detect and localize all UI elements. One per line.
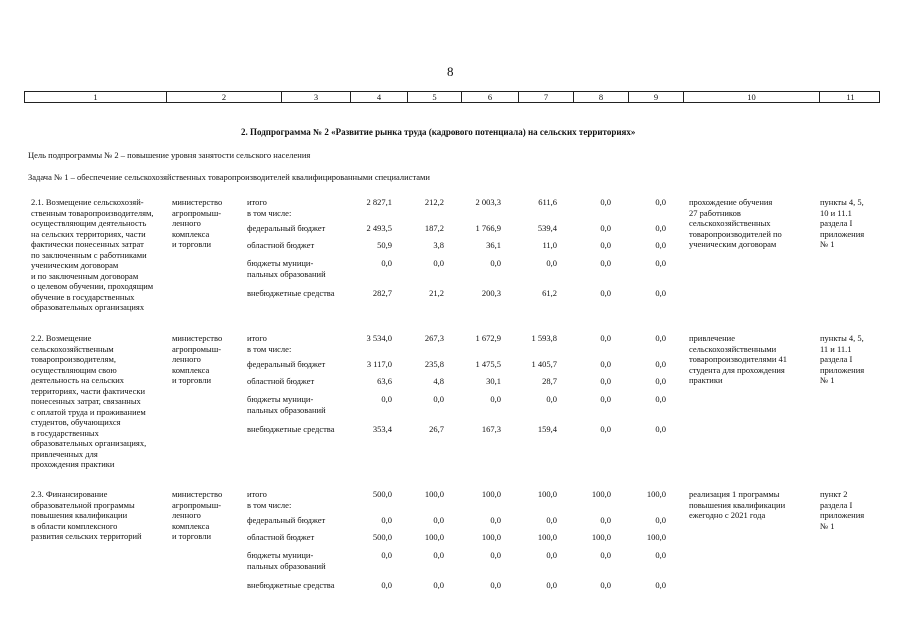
funding-value: 21,2 — [429, 288, 444, 298]
funding-value: 1 475,5 — [475, 359, 501, 369]
funding-value: 0,0 — [600, 288, 611, 298]
funding-value: 28,7 — [542, 376, 557, 386]
funding-label: федеральный бюджет — [247, 515, 326, 525]
funding-value: 100,0 — [481, 532, 501, 542]
row-executor: министерство агропромыш- ленного комплекса и торговли — [172, 489, 223, 541]
row-result: прохождение обучения 27 работников сельскохозяйственных товаропроизводителей по ученическим договорам — [689, 197, 782, 249]
funding-label: итого в том числе: — [247, 197, 292, 218]
funding-value: 0,0 — [546, 515, 557, 525]
funding-value: 0,0 — [600, 550, 611, 560]
funding-value: 100,0 — [424, 532, 444, 542]
funding-label: итого в том числе: — [247, 333, 292, 354]
funding-value: 0,0 — [655, 424, 666, 434]
funding-value: 0,0 — [600, 424, 611, 434]
funding-value: 0,0 — [655, 258, 666, 268]
row-result: привлечение сельскохозяйственными товаропроизводителями 41 студента для прохождения практики — [689, 333, 788, 385]
row-reference: пункты 4, 5, 11 и 11.1 раздела I приложения № 1 — [820, 333, 865, 385]
funding-value: 1 593,8 — [531, 333, 557, 343]
funding-label: внебюджетные средства — [247, 424, 335, 434]
header-col-6: 6 — [462, 92, 519, 102]
funding-value: 187,2 — [424, 223, 444, 233]
funding-value: 0,0 — [381, 515, 392, 525]
funding-value: 100,0 — [646, 532, 666, 542]
funding-label: областной бюджет — [247, 532, 315, 542]
funding-value: 235,8 — [424, 359, 444, 369]
funding-value: 0,0 — [381, 550, 392, 560]
funding-value: 0,0 — [655, 580, 666, 590]
funding-value: 267,3 — [424, 333, 444, 343]
funding-value: 11,0 — [542, 240, 557, 250]
row-name: 2.2. Возмещение сельскохозяйственным товаропроизводителям, осуществляющим свою деятельность на сельских территориях, части фактически понесенных затрат, связанных с оплатой труда и проживанием студентов, обучающихся в государственных образовательных организациях, привлеченных для прохождения практики — [31, 333, 147, 469]
funding-value: 0,0 — [381, 258, 392, 268]
funding-value: 167,3 — [481, 424, 501, 434]
funding-value: 100,0 — [591, 489, 611, 499]
header-col-1: 1 — [25, 92, 167, 102]
funding-value: 353,4 — [372, 424, 392, 434]
row-reference: пункты 4, 5, 10 и 11.1 раздела I приложения № 1 — [820, 197, 865, 249]
funding-value: 30,1 — [486, 376, 501, 386]
funding-value: 0,0 — [490, 515, 501, 525]
funding-value: 50,9 — [377, 240, 392, 250]
funding-value: 0,0 — [546, 550, 557, 560]
funding-value: 0,0 — [600, 333, 611, 343]
page-number: 8 — [447, 64, 454, 79]
funding-value: 0,0 — [490, 550, 501, 560]
funding-value: 2 827,1 — [366, 197, 392, 207]
funding-value: 0,0 — [490, 258, 501, 268]
funding-value: 3,8 — [433, 240, 444, 250]
header-col-9: 9 — [629, 92, 684, 102]
header-col-5: 5 — [408, 92, 462, 102]
funding-value: 0,0 — [655, 333, 666, 343]
funding-value: 3 117,0 — [366, 359, 392, 369]
funding-value: 0,0 — [655, 359, 666, 369]
funding-value: 100,0 — [424, 489, 444, 499]
funding-label: федеральный бюджет — [247, 223, 326, 233]
funding-value: 100,0 — [537, 489, 557, 499]
funding-value: 61,2 — [542, 288, 557, 298]
funding-value: 36,1 — [486, 240, 501, 250]
funding-label: внебюджетные средства — [247, 288, 335, 298]
row-result: реализация 1 программы повышения квалификации ежегодно с 2021 года — [689, 489, 786, 520]
funding-value: 200,3 — [481, 288, 501, 298]
header-col-3: 3 — [282, 92, 351, 102]
row-executor: министерство агропромыш- ленного комплекса и торговли — [172, 197, 223, 249]
row-executor: министерство агропромыш- ленного комплекса и торговли — [172, 333, 223, 385]
funding-value: 0,0 — [600, 394, 611, 404]
funding-value: 0,0 — [655, 288, 666, 298]
funding-value: 159,4 — [537, 424, 557, 434]
header-col-10: 10 — [684, 92, 820, 102]
funding-value: 0,0 — [600, 197, 611, 207]
funding-value: 0,0 — [655, 197, 666, 207]
column-header-row — [24, 91, 880, 103]
funding-value: 0,0 — [546, 580, 557, 590]
funding-value: 0,0 — [490, 580, 501, 590]
funding-value: 0,0 — [600, 515, 611, 525]
funding-value: 2 003,3 — [475, 197, 501, 207]
funding-value: 500,0 — [372, 489, 392, 499]
funding-label: федеральный бюджет — [247, 359, 326, 369]
funding-value: 0,0 — [655, 515, 666, 525]
funding-value: 3 534,0 — [366, 333, 392, 343]
funding-label: областной бюджет — [247, 376, 315, 386]
funding-label: областной бюджет — [247, 240, 315, 250]
funding-value: 100,0 — [646, 489, 666, 499]
funding-value: 0,0 — [600, 258, 611, 268]
funding-value: 0,0 — [655, 376, 666, 386]
funding-value: 1 405,7 — [531, 359, 557, 369]
header-col-11: 11 — [846, 92, 855, 102]
funding-label: итого в том числе: — [247, 489, 292, 510]
funding-value: 0,0 — [433, 515, 444, 525]
funding-value: 0,0 — [381, 580, 392, 590]
funding-value: 212,2 — [424, 197, 444, 207]
funding-value: 0,0 — [600, 223, 611, 233]
funding-value: 100,0 — [591, 532, 611, 542]
funding-value: 282,7 — [372, 288, 392, 298]
funding-value: 100,0 — [537, 532, 557, 542]
funding-value: 0,0 — [600, 580, 611, 590]
header-col-2: 2 — [167, 92, 282, 102]
header-col-4: 4 — [351, 92, 408, 102]
funding-value: 0,0 — [600, 240, 611, 250]
task-text: Задача № 1 – обеспечение сельскохозяйственных товаропроизводителей квалифицированными специалистами — [28, 172, 430, 182]
funding-value: 611,6 — [538, 197, 557, 207]
funding-label: бюджеты муници- пальных образований — [247, 550, 326, 571]
funding-value: 500,0 — [372, 532, 392, 542]
funding-label: внебюджетные средства — [247, 580, 335, 590]
funding-value: 0,0 — [546, 258, 557, 268]
funding-value: 0,0 — [433, 580, 444, 590]
funding-value: 0,0 — [546, 394, 557, 404]
funding-value: 1 766,9 — [475, 223, 501, 233]
funding-value: 0,0 — [433, 550, 444, 560]
funding-value: 26,7 — [429, 424, 444, 434]
funding-value: 0,0 — [655, 240, 666, 250]
header-col-8: 8 — [574, 92, 629, 102]
funding-value: 0,0 — [655, 550, 666, 560]
funding-value: 2 493,5 — [366, 223, 392, 233]
funding-value: 0,0 — [600, 359, 611, 369]
funding-value: 100,0 — [481, 489, 501, 499]
funding-value: 4,8 — [433, 376, 444, 386]
funding-value: 0,0 — [381, 394, 392, 404]
funding-value: 0,0 — [433, 258, 444, 268]
goal-text: Цель подпрограммы № 2 – повышение уровня занятости сельского населения — [28, 150, 311, 160]
funding-value: 1 672,9 — [475, 333, 501, 343]
row-reference: пункт 2 раздела I приложения № 1 — [820, 489, 865, 531]
funding-label: бюджеты муници- пальных образований — [247, 258, 326, 279]
subprogram-title: 2. Подпрограмма № 2 «Развитие рынка труда (кадрового потенциала) на сельских территориях» — [241, 127, 636, 137]
funding-value: 0,0 — [600, 376, 611, 386]
header-col-7: 7 — [519, 92, 574, 102]
funding-value: 0,0 — [655, 223, 666, 233]
funding-label: бюджеты муници- пальных образований — [247, 394, 326, 415]
funding-value: 0,0 — [433, 394, 444, 404]
funding-value: 539,4 — [537, 223, 557, 233]
row-name: 2.1. Возмещение сельскохозяй- ственным товаропроизводителям, осуществляющим деятельность на сельских территориях, части фактически понесенных затрат по заключенным с работниками ученическим договорам и по заключенным договорам о целевом обучении, проходящим обучение в государственных образовательных организациях — [31, 197, 154, 312]
row-name: 2.3. Финансирование образовательной программы повышения квалификации в области комплексного развития сельских территорий — [31, 489, 142, 541]
funding-value: 0,0 — [655, 394, 666, 404]
funding-value: 63,6 — [377, 376, 392, 386]
funding-value: 0,0 — [490, 394, 501, 404]
